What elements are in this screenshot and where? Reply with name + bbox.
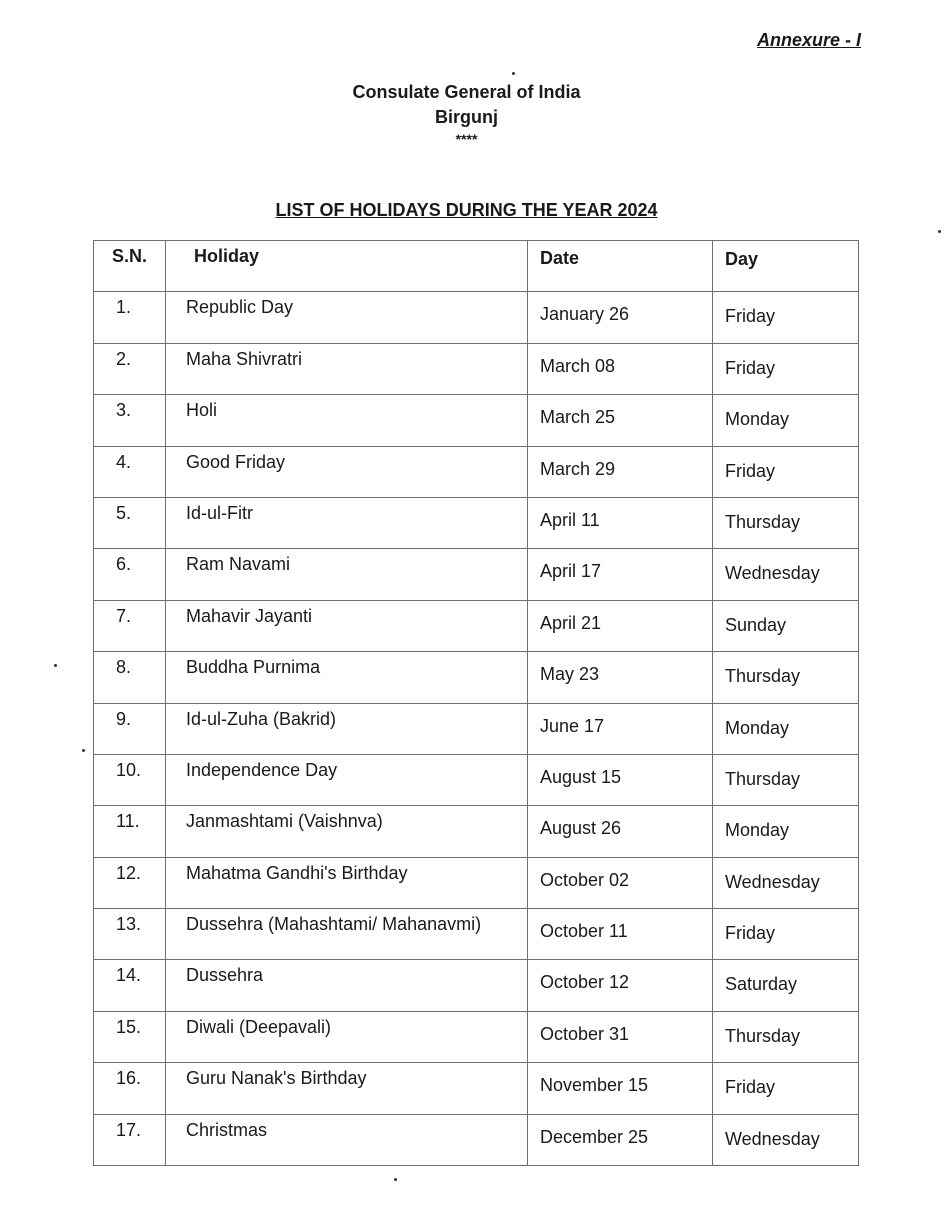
- cell-day: Sunday: [713, 600, 859, 651]
- table-row: [94, 754, 859, 805]
- column-header-date: Date: [528, 241, 713, 292]
- cell-date: October 11: [528, 909, 713, 960]
- cell-day: Wednesday: [713, 549, 859, 600]
- cell-day: Wednesday: [713, 1114, 859, 1165]
- cell-holiday: Dussehra (Mahashtami/ Mahanavmi): [166, 909, 528, 960]
- table-body: [94, 292, 859, 1166]
- table-row: [94, 600, 859, 651]
- scan-speck: [82, 749, 85, 752]
- cell-day: Wednesday: [713, 857, 859, 908]
- cell-day: Thursday: [713, 497, 859, 548]
- cell-day: Friday: [713, 446, 859, 497]
- cell-day: Monday: [713, 395, 859, 446]
- scan-speck: [938, 230, 941, 233]
- cell-sn: 1.: [94, 292, 166, 343]
- cell-day: Thursday: [713, 652, 859, 703]
- cell-date: June 17: [528, 703, 713, 754]
- cell-date: April 11: [528, 497, 713, 548]
- table-row: [94, 703, 859, 754]
- cell-holiday: Id-ul-Fitr: [166, 497, 528, 548]
- cell-date: March 08: [528, 343, 713, 394]
- table-row: [94, 1011, 859, 1062]
- table-row: [94, 1114, 859, 1165]
- table-row: [94, 857, 859, 908]
- table-row: [94, 395, 859, 446]
- cell-sn: 8.: [94, 652, 166, 703]
- cell-date: October 02: [528, 857, 713, 908]
- cell-sn: 16.: [94, 1063, 166, 1114]
- cell-date: April 17: [528, 549, 713, 600]
- cell-holiday: Christmas: [166, 1114, 528, 1165]
- cell-sn: 4.: [94, 446, 166, 497]
- cell-sn: 11.: [94, 806, 166, 857]
- cell-sn: 13.: [94, 909, 166, 960]
- table-row: [94, 806, 859, 857]
- cell-sn: 2.: [94, 343, 166, 394]
- cell-date: October 31: [528, 1011, 713, 1062]
- page-title: LIST OF HOLIDAYS DURING THE YEAR 2024: [275, 200, 658, 220]
- column-header-sn: S.N.: [94, 241, 166, 292]
- cell-sn: 12.: [94, 857, 166, 908]
- table-row: [94, 446, 859, 497]
- table-row: [94, 497, 859, 548]
- org-city: Birgunj: [435, 107, 498, 127]
- cell-sn: 5.: [94, 497, 166, 548]
- cell-date: March 29: [528, 446, 713, 497]
- cell-holiday: Janmashtami (Vaishnva): [166, 806, 528, 857]
- cell-day: Friday: [713, 1063, 859, 1114]
- cell-day: Friday: [713, 292, 859, 343]
- cell-sn: 6.: [94, 549, 166, 600]
- cell-date: October 12: [528, 960, 713, 1011]
- cell-sn: 7.: [94, 600, 166, 651]
- cell-holiday: Maha Shivratri: [166, 343, 528, 394]
- cell-holiday: Ram Navami: [166, 549, 528, 600]
- header-separator: ****: [455, 131, 478, 147]
- table-row: [94, 652, 859, 703]
- cell-holiday: Mahatma Gandhi's Birthday: [166, 857, 528, 908]
- cell-holiday: Holi: [166, 395, 528, 446]
- cell-date: May 23: [528, 652, 713, 703]
- cell-date: August 15: [528, 754, 713, 805]
- org-name: Consulate General of India: [352, 82, 581, 102]
- cell-day: Saturday: [713, 960, 859, 1011]
- cell-day: Thursday: [713, 754, 859, 805]
- cell-day: Friday: [713, 909, 859, 960]
- cell-holiday: Republic Day: [166, 292, 528, 343]
- table-row: [94, 549, 859, 600]
- cell-sn: 9.: [94, 703, 166, 754]
- cell-holiday: Independence Day: [166, 754, 528, 805]
- cell-sn: 3.: [94, 395, 166, 446]
- cell-holiday: Dussehra: [166, 960, 528, 1011]
- cell-holiday: Id-ul-Zuha (Bakrid): [166, 703, 528, 754]
- cell-sn: 17.: [94, 1114, 166, 1165]
- cell-holiday: Mahavir Jayanti: [166, 600, 528, 651]
- cell-holiday: Guru Nanak's Birthday: [166, 1063, 528, 1114]
- table-row: [94, 1063, 859, 1114]
- cell-holiday: Good Friday: [166, 446, 528, 497]
- cell-day: Thursday: [713, 1011, 859, 1062]
- table-row: [94, 292, 859, 343]
- document-header: [0, 80, 933, 148]
- scan-speck: [54, 664, 57, 667]
- scan-speck: [394, 1178, 397, 1181]
- cell-date: August 26: [528, 806, 713, 857]
- cell-sn: 15.: [94, 1011, 166, 1062]
- cell-date: March 25: [528, 395, 713, 446]
- cell-date: December 25: [528, 1114, 713, 1165]
- column-header-holiday: Holiday: [166, 241, 528, 292]
- cell-holiday: Diwali (Deepavali): [166, 1011, 528, 1062]
- scan-speck: [512, 72, 515, 75]
- holiday-table: [93, 240, 859, 1166]
- cell-sn: 14.: [94, 960, 166, 1011]
- cell-holiday: Buddha Purnima: [166, 652, 528, 703]
- table-row: [94, 960, 859, 1011]
- cell-day: Monday: [713, 806, 859, 857]
- annexure-label: Annexure - I: [756, 30, 861, 50]
- cell-sn: 10.: [94, 754, 166, 805]
- cell-date: January 26: [528, 292, 713, 343]
- cell-date: November 15: [528, 1063, 713, 1114]
- column-header-day: Day: [713, 241, 859, 292]
- cell-day: Monday: [713, 703, 859, 754]
- cell-day: Friday: [713, 343, 859, 394]
- table-row: [94, 909, 859, 960]
- cell-date: April 21: [528, 600, 713, 651]
- table-row: [94, 343, 859, 394]
- table-header-row: [94, 241, 859, 292]
